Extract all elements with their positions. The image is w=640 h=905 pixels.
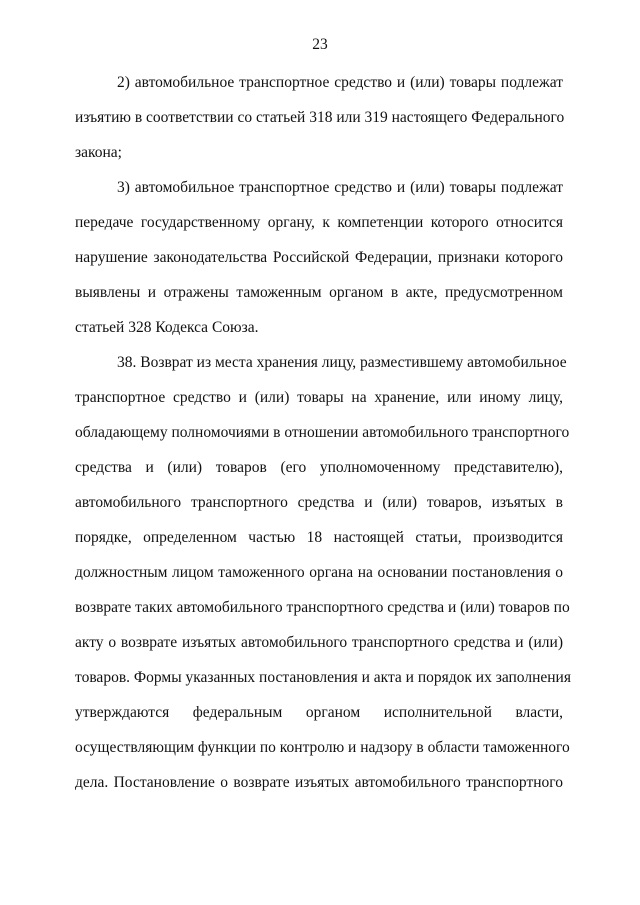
paragraph-line: обладающему полномочиями в отношении автомобильного транспортного: [75, 424, 570, 441]
paragraph-line: транспортное средство и (или) товары на хранение, или иному лицу,: [75, 389, 563, 406]
paragraph-line: 3) автомобильное транспортное средство и (или) товары подлежат: [117, 179, 563, 196]
paragraph-line: выявлены и отражены таможенным органом в акте, предусмотренном: [75, 284, 563, 301]
paragraph-line: осуществляющим функции по контролю и надзору в области таможенного: [75, 739, 570, 756]
paragraph-line: утверждаются федеральным органом исполнительной власти,: [75, 704, 563, 721]
paragraph-line: возврате таких автомобильного транспортного средства и (или) товаров по: [75, 599, 570, 616]
paragraph-line: должностным лицом таможенного органа на основании постановления о: [75, 564, 563, 581]
paragraph-line: статьей 328 Кодекса Союза.: [75, 319, 259, 336]
paragraph-line: товаров. Формы указанных постановления и акта и порядок их заполнения: [75, 669, 571, 686]
paragraph-line: закона;: [75, 144, 122, 161]
paragraph-line: изъятию в соответствии со статьей 318 или 319 настоящего Федерального: [75, 109, 565, 126]
paragraph-line: средства и (или) товаров (его уполномоченному представителю),: [75, 459, 563, 476]
paragraph-line: порядке, определенном частью 18 настоящей статьи, производится: [75, 529, 563, 546]
paragraph-line: 38. Возврат из места хранения лицу, разместившему автомобильное: [117, 354, 567, 371]
paragraph-line: акту о возврате изъятых автомобильного транспортного средства и (или): [75, 634, 563, 651]
page-number: 23: [312, 36, 328, 53]
paragraph-line: дела. Постановление о возврате изъятых автомобильного транспортного: [75, 774, 563, 791]
paragraph-line: автомобильного транспортного средства и (или) товаров, изъятых в: [75, 494, 563, 511]
paragraph-line: 2) автомобильное транспортное средство и (или) товары подлежат: [117, 74, 563, 91]
paragraph-line: передаче государственному органу, к компетенции которого относится: [75, 214, 563, 231]
paragraph-line: нарушение законодательства Российской Федерации, признаки которого: [75, 249, 563, 266]
